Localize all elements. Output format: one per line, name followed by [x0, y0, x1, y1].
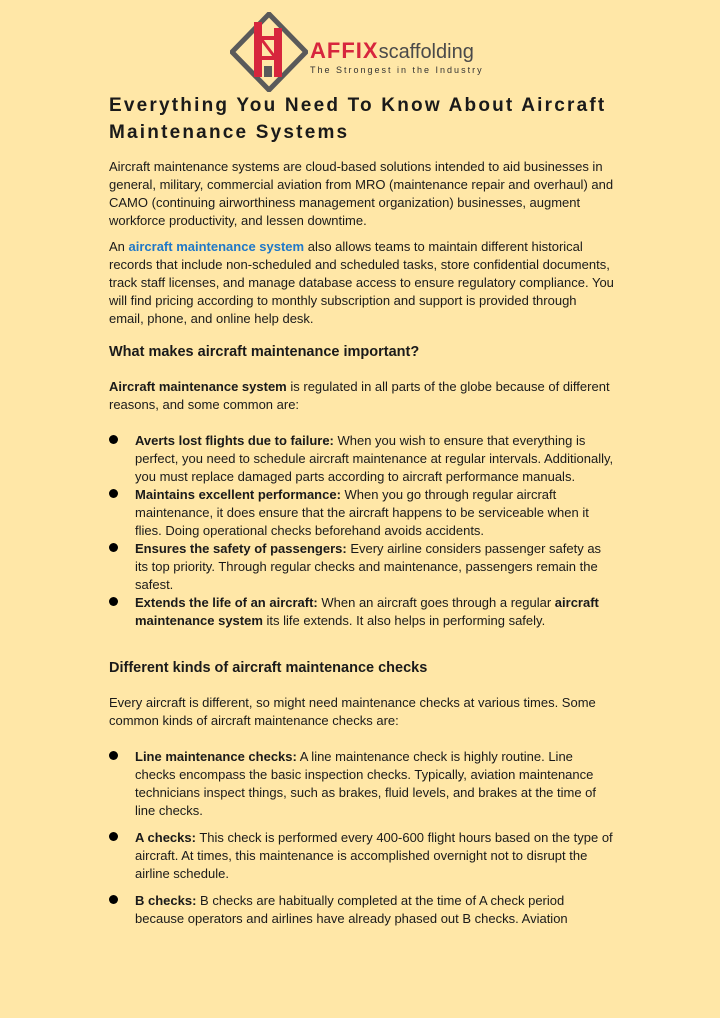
- checks-list: [109, 748, 614, 928]
- importance-lead: [109, 378, 614, 414]
- item-text: B checks are habitually completed at the time of A check period because operators and airlines have already phased out B checks. Aviation: [135, 893, 568, 926]
- item-bold: Averts lost flights due to failure:: [135, 433, 334, 448]
- bullet-icon: [109, 832, 118, 841]
- item-bold: B checks:: [135, 893, 197, 908]
- para2-rest: also allows teams to maintain different historical records that include non-scheduled and scheduled tasks, store confidential documents, track staff licenses, and manage database access to ensure regulatory compliance. You will find pricing according to monthly subscription and support is provided through email, phone, and online help desk.: [109, 239, 614, 326]
- article-title: Everything You Need To Know About Aircraft Maintenance Systems: [109, 95, 607, 143]
- logo-brand-main: AFFIX: [310, 38, 379, 63]
- intro-paragraph: Aircraft maintenance systems are cloud-based solutions intended to aid businesses in general, military, commercial aviation from MRO (maintenance repair and overhaul) and CAMO (continuing airworthiness management organization) businesses, augment workforce productivity, and lessen downtime.: [109, 159, 614, 228]
- item-text: Every airline considers passenger safety as its top priority. Through regular checks and maintenance, passengers remain the safest.: [135, 541, 602, 592]
- bullet-icon: [109, 895, 118, 904]
- item-bold: Maintains excellent performance:: [135, 487, 341, 502]
- list-item: [109, 892, 614, 928]
- checks-lead: Every aircraft is different, so might need maintenance checks at various times. Some common kinds of aircraft maintenance checks are:: [109, 695, 596, 728]
- item-text: A line maintenance check is highly routine. Line checks encompass the basic inspection checks. Typically, aviation maintenance technicians inspect things, such as brakes, fluid levels, and brakes at the time of line checks.: [135, 749, 597, 818]
- item-text: When you wish to ensure that everything is perfect, you need to schedule aircraft maintenance at regular intervals. Additionally, you must replace damaged parts according to aircraft performance manuals.: [135, 433, 614, 484]
- aircraft-maintenance-system-link[interactable]: aircraft maintenance system: [128, 239, 305, 254]
- item-bold: Ensures the safety of passengers:: [135, 541, 347, 556]
- list-item: [109, 748, 614, 820]
- logo-brand: [310, 38, 474, 64]
- logo-brand-sub: scaffolding: [378, 41, 474, 63]
- item-text-2: its life extends. It also helps in performing safely.: [262, 613, 546, 628]
- item-bold-2: aircraft maintenance system: [135, 595, 599, 628]
- para2-prefix: An: [109, 239, 129, 254]
- company-logo: [230, 12, 484, 92]
- article: [109, 92, 614, 937]
- section-heading-importance: What makes aircraft maintenance important?: [109, 344, 420, 360]
- importance-list: [109, 432, 614, 630]
- scaffold-emblem-icon: [230, 12, 308, 92]
- item-bold: Line maintenance checks:: [135, 749, 297, 764]
- logo-tagline: The Strongest in the Industry: [310, 65, 484, 75]
- bullet-icon: [109, 543, 118, 552]
- list-item: [109, 829, 614, 883]
- item-text: When you go through regular aircraft maintenance, it does ensure that the aircraft happens to be serviceable when it flies. Doing operational checks beforehand avoids accidents.: [135, 487, 589, 538]
- bullet-icon: [109, 489, 118, 498]
- list-item: [109, 486, 614, 540]
- bullet-icon: [109, 597, 118, 606]
- item-text: This check is performed every 400-600 flight hours based on the type of aircraft. At times, this maintenance is accomplished overnight not to disrupt the airline schedule.: [135, 830, 613, 881]
- bullet-icon: [109, 751, 118, 760]
- list-item: [109, 432, 614, 486]
- list-item: [109, 540, 614, 594]
- importance-lead-bold: Aircraft maintenance system: [109, 379, 287, 394]
- system-paragraph: [109, 238, 614, 328]
- importance-lead-rest: is regulated in all parts of the globe because of different reasons, and some common are:: [109, 379, 610, 412]
- list-item: [109, 594, 614, 630]
- item-bold: Extends the life of an aircraft:: [135, 595, 318, 610]
- item-bold: A checks:: [135, 830, 196, 845]
- item-text: When an aircraft goes through a regular: [317, 595, 555, 610]
- section-heading-checks: Different kinds of aircraft maintenance checks: [109, 660, 428, 676]
- bullet-icon: [109, 435, 118, 444]
